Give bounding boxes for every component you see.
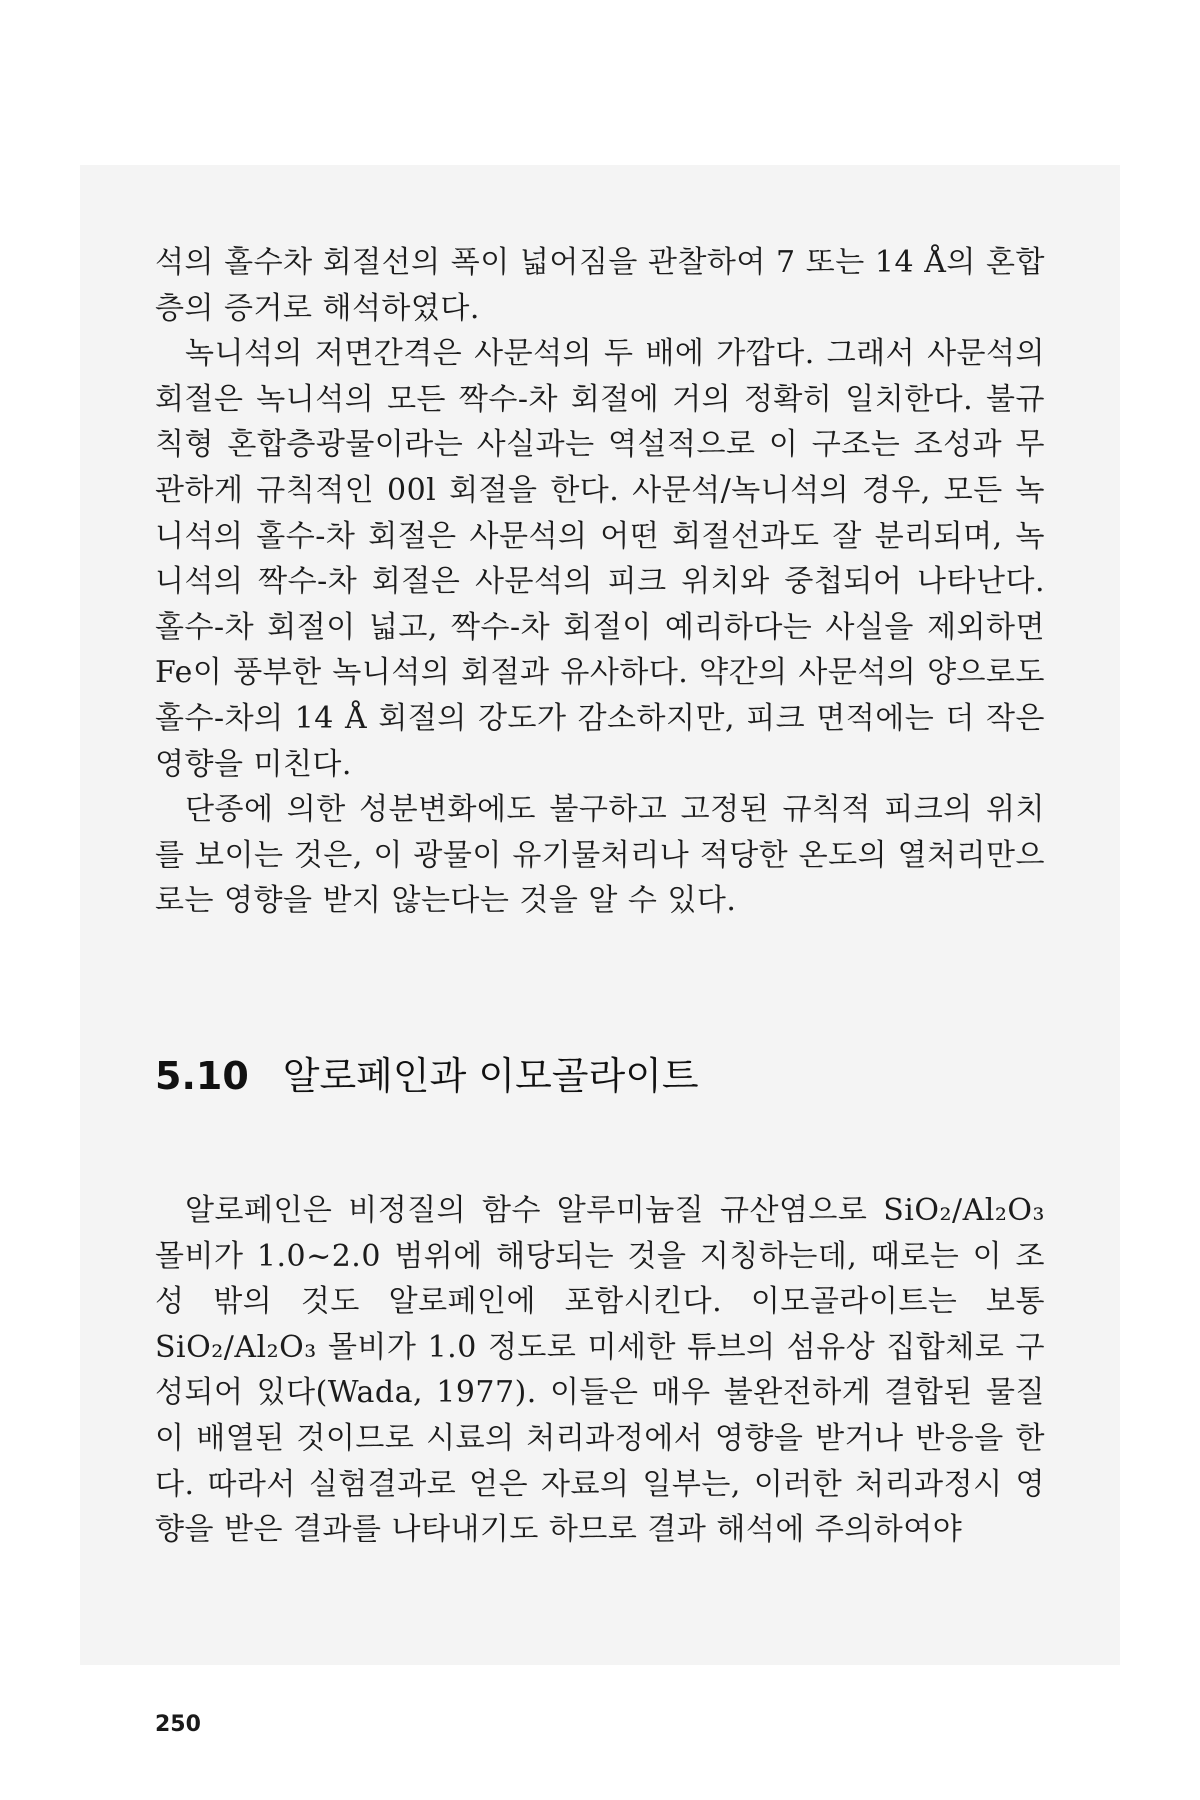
paragraph-allophane: 알로페인은 비정질의 함수 알루미늄질 규산염으로 SiO₂/Al₂O₃ 몰비가 1.0~2.0 범위에 해당되는 것을 지칭하는데, 때로는 이 조성 밖의 것도 알로페인에 포함시킨다. 이모골라이트는 보통 SiO₂/Al₂O₃ 몰비가 1.0 정도로 미세한 튜브의 섬유상 집합체로 구성되어 있다(Wada, 1977). 이들은 매우 불완전하게 결합된 물질이 배열된 것이므로 시료의 처리과정에서 영향을 받거나 반응을 한다. 따라서 실험결과로 얻은 자료의 일부는, 이러한 처리과정시 영향을 받은 결과를 나타내기도 하므로 결과 해석에 주의하여야 bbox=[155, 1193, 1045, 1548]
continued-paragraph: 석의 홀수차 회절선의 폭이 넓어짐을 관찰하여 7 또는 14 Å의 혼합층의 증거로 해석하였다. bbox=[155, 245, 1045, 326]
section-body-text bbox=[155, 1188, 1045, 1553]
paragraph-peak-position: 단종에 의한 성분변화에도 불구하고 고정된 규칙적 피크의 위치를 보이는 것은, 이 광물이 유기물처리나 적당한 온도의 열처리만으로는 영향을 받지 않는다는 것을 알 수 있다. bbox=[155, 792, 1045, 919]
paragraph-chlorite-serpentine: 녹니석의 저면간격은 사문석의 두 배에 가깝다. 그래서 사문석의 회절은 녹니석의 모든 짝수-차 회절에 거의 정확히 일치한다. 불규칙형 혼합층광물이라는 사실과는 역설적으로 이 구조는 조성과 무관하게 규칙적인 00l 회절을 한다. 사문석/녹니석의 경우, 모든 녹니석의 홀수-차 회절은 사문석의 어떤 회절선과도 잘 분리되며, 녹니석의 짝수-차 회절은 사문석의 피크 위치와 중첩되어 나타난다. 홀수-차 회절이 넓고, 짝수-차 회절이 예리하다는 사실을 제외하면 Fe이 풍부한 녹니석의 회절과 유사하다. 약간의 사문석의 양으로도 홀수-차의 14 Å 회절의 강도가 감소하지만, 피크 면적에는 더 작은 영향을 미친다. bbox=[155, 336, 1045, 782]
section-number: 5.10 bbox=[155, 1054, 249, 1098]
section-title: 알로페인과 이모골라이트 bbox=[282, 1054, 699, 1098]
section-heading bbox=[155, 1048, 1045, 1104]
page-number: 250 bbox=[155, 1712, 201, 1737]
body-text bbox=[155, 240, 1045, 924]
